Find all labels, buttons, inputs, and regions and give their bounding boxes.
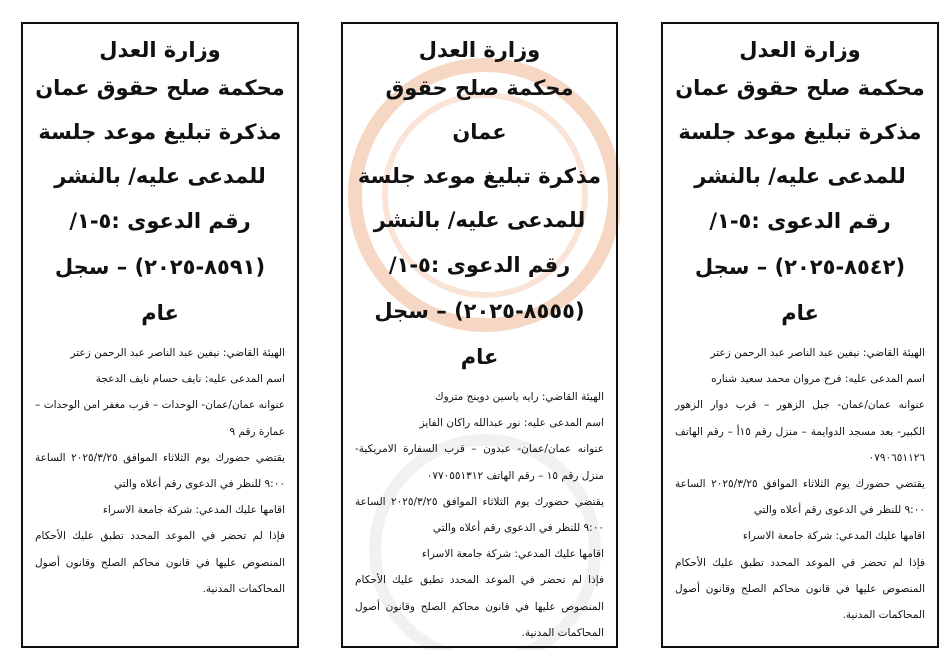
defendant-line: اسم المدعى عليه: نور عبدالله راكان الفايز bbox=[419, 417, 604, 430]
hearing-line: يقتضي حضورك يوم الثلاثاء الموافق ٢٠٢٥/٣/٢٥ الساعة ٩:٠٠ للنظر في الدعوى رقم أعلاه والتي bbox=[355, 495, 604, 535]
notice-body bbox=[355, 384, 604, 646]
plaintiff-line: اقامها عليك المدعي: شركة جامعة الاسراء bbox=[102, 504, 285, 517]
judge-line: الهيئة القاضي: نيفين عبد الناصر عبد الرحمن زعتر bbox=[70, 347, 285, 359]
defendant-line: اسم المدعى عليه: نايف حسام نايف الدعجة bbox=[95, 373, 285, 386]
judge-line: الهيئة القاضي: رايه ياسين دوينج متروك bbox=[435, 391, 604, 403]
defendant-line: اسم المدعى عليه: فرح مروان محمد سعيد شناره bbox=[711, 373, 925, 386]
case-type: عام bbox=[781, 301, 819, 325]
case-number: (٨٥٩١-٢٠٢٥) – سجل bbox=[54, 255, 266, 279]
warning-line: فإذا لم تحضر في الموعد المحدد تطبق عليك الأحكام المنصوص عليها في قانون محاكم الصلح وقانون أصول المحاكمات المدنية. bbox=[675, 556, 925, 622]
case-number-label: رقم الدعوى :٥-١/ bbox=[709, 209, 891, 233]
case-number-label: رقم الدعوى :٥-١/ bbox=[388, 253, 571, 277]
ministry-title: وزارة العدل bbox=[418, 38, 541, 62]
address-line: عنوانه عمان/عمان- جبل الزهور – قرب دوار الزهور الكبير- بعد مسجد الدوايمة – منزل رقم ١٥أ – رقم الهاتف ٠٧٩٠٦٥١١٢٦ bbox=[675, 399, 925, 464]
plaintiff-line: اقامها عليك المدعي: شركة جامعة الاسراء bbox=[742, 530, 925, 543]
addressee: للمدعى عليه/ بالنشر bbox=[54, 164, 266, 188]
ministry-title: وزارة العدل bbox=[99, 38, 221, 62]
address-line: عنوانه عمان/عمان- الوحدات – قرب مغفر امن الوحدات – عمارة رقم ٩ bbox=[35, 399, 285, 438]
warning-line: فإذا لم تحضر في الموعد المحدد تطبق عليك الأحكام المنصوص عليها في قانون محاكم الصلح وقانون أصول المحاكمات المدنية. bbox=[35, 530, 285, 595]
case-number-label: رقم الدعوى :٥-١/ bbox=[69, 209, 251, 233]
notice-body bbox=[35, 340, 285, 602]
plaintiff-line: اقامها عليك المدعي: شركة جامعة الاسراء bbox=[421, 548, 604, 561]
court-name: محكمة صلح حقوق عمان bbox=[35, 76, 285, 100]
address-line: عنوانه عمان/عمان- عبدون – قرب السفارة الامريكية- منزل رقم ١٥ – رقم الهاتف ٠٧٧٠٥٥١٣١٢ bbox=[355, 443, 604, 482]
court-name: محكمة صلح حقوق عمان bbox=[675, 76, 925, 100]
addressee: للمدعى عليه/ بالنشر bbox=[694, 164, 906, 188]
memo-title: مذكرة تبليغ موعد جلسة bbox=[38, 120, 282, 144]
hearing-line: يقتضي حضورك يوم الثلاثاء الموافق ٢٠٢٥/٣/٢٥ الساعة ٩:٠٠ للنظر في الدعوى رقم أعلاه والتي bbox=[675, 478, 925, 517]
judge-line: الهيئة القاضي: نيفين عبد الناصر عبد الرحمن زعتر bbox=[710, 347, 925, 359]
hearing-line: يقتضي حضورك يوم الثلاثاء الموافق ٢٠٢٥/٣/٢٥ الساعة ٩:٠٠ للنظر في الدعوى رقم أعلاه والتي bbox=[35, 451, 285, 491]
notice-card bbox=[661, 22, 939, 648]
notice-card bbox=[341, 22, 618, 648]
ministry-title: وزارة العدل bbox=[739, 38, 861, 62]
notice-body bbox=[675, 340, 925, 628]
case-number: (٨٥٥٥-٢٠٢٥) – سجل bbox=[374, 299, 585, 323]
case-type: عام bbox=[141, 301, 179, 325]
notice-card bbox=[21, 22, 299, 648]
case-type: عام bbox=[460, 345, 499, 369]
memo-title: مذكرة تبليغ موعد جلسة bbox=[357, 164, 602, 188]
memo-title: مذكرة تبليغ موعد جلسة bbox=[678, 120, 922, 144]
court-name: محكمة صلح حقوق عمان bbox=[385, 76, 574, 144]
addressee: للمدعى عليه/ بالنشر bbox=[373, 208, 586, 232]
case-number: (٨٥٤٢-٢٠٢٥) – سجل bbox=[694, 255, 906, 279]
warning-line: فإذا لم تحضر في الموعد المحدد تطبق عليك الأحكام المنصوص عليها في قانون محاكم الصلح وقانون أصول المحاكمات المدنية. bbox=[355, 574, 604, 639]
